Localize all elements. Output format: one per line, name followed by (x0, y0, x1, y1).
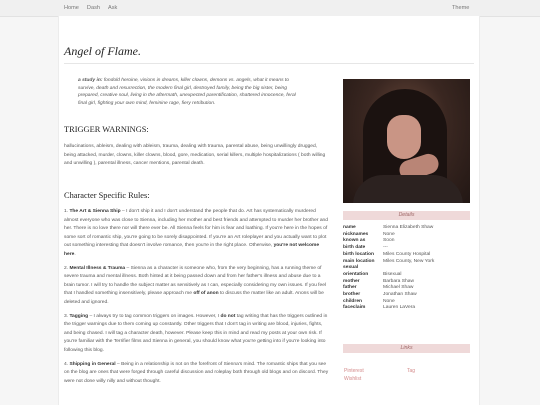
rule-title: Shipping in General (69, 361, 116, 367)
details-row (343, 252, 470, 259)
details-key: brother (343, 292, 361, 298)
theme-link[interactable]: Theme (452, 5, 470, 11)
rules-list (64, 208, 330, 391)
rule-title: Tagging (69, 313, 89, 319)
details-row (343, 272, 470, 279)
title-divider (64, 63, 474, 64)
details-value: Miles County, New York (383, 258, 435, 264)
rule-title: The Art & Sienna Ship (69, 209, 121, 214)
details-value: Barbara Shaw (383, 278, 414, 284)
details-row (343, 265, 470, 272)
details-key: faceclaim (343, 305, 366, 311)
details-value: --- (383, 245, 388, 251)
rule-item: 1. The Art & Sienna Ship – I don't ship it and I don't understand the people that do. Art has systematically murdered almost everyone who was close to Sienna, including her mother and best friends and attempted to murder her brother and her. There is no love there nor will there ever be. All Sienna feels for him is fear and loathing. If you're here in the hopes of some sort of romantic ship, you're going to be sorely disappointed. If you're an Art roleplayer and you actually want to plot out something interesting that doesn't involve romance, then you're in the right place. Otherwise, you're not welcome here. (64, 209, 328, 257)
details-key: birth date (343, 245, 366, 251)
details-value: Sienna Elizabeth Shaw (383, 225, 434, 230)
study-label: a study in: (78, 78, 103, 83)
trigger-warnings-heading: TRIGGER WARNINGS: (64, 125, 149, 134)
details-key: main location (343, 258, 375, 264)
details-value: Michael Shaw (383, 285, 414, 291)
trigger-warnings-text: hallucinations, ableism, dealing with ableism, trauma, dealing with trauma, parental abuse, being unwillingly drugged, being attacked, murder, clowns, killer clowns, blood, gore, medication, serial killers, multiple hospitalizations ( both willing and unwilling ), parental illness, cancer mentions, parental death. (64, 144, 326, 167)
tag-link[interactable]: Tag (407, 368, 416, 374)
study-text: fondold heroine, visions in dreams, killer clowns, demons vs. angels, what it means to survive, death and resurrection, the modern final girl, destroyed family, being the big sister, being prepared, creative soul, living in the aftermath, unexpected parentification, shattered innocence, feral final girl, fighting your own mind, feminine rage, fiery retribution. (78, 78, 296, 106)
top-bar (0, 0, 540, 17)
details-key: orientation (343, 271, 369, 277)
details-value: Jonathan Shaw (383, 292, 417, 298)
details-heading: Details (343, 211, 470, 220)
nav-dash-link[interactable]: Dash (86, 5, 100, 11)
details-panel (343, 211, 470, 312)
rule-title: Mental Illness & Trauma (69, 265, 126, 271)
details-key: father (343, 285, 357, 291)
details-key: known as (343, 238, 366, 244)
details-rows (343, 225, 470, 312)
details-value: Lauren LaVera (383, 305, 416, 311)
details-value: None (383, 231, 395, 237)
links-heading: Links (343, 344, 470, 353)
details-key: nicknames (343, 231, 369, 237)
rule-item: 2. Mental Illness & Trauma – Sienna as a character is someone who, from the very beginning, has a running theme of severe trauma and mental illness. Both hinted at it being passed down and from her father's illness and abuse due to a brain tumor. I will try to handle the subject matter as sensitively as I can, especially considering my own issues. If you feel that I handled something insensitively, please approach me off of anon to discuss the matter like an adult. Anons will be deleted and ignored. (64, 265, 327, 305)
page-title: Angel of Flame. (64, 44, 141, 58)
links-panel (343, 344, 470, 382)
details-row (343, 305, 470, 312)
details-row (343, 245, 470, 252)
details-value: None (383, 298, 395, 304)
rules-heading: Character Specific Rules: (64, 191, 150, 200)
rule-item: 3. Tagging – I always try to tag common triggers on images. However, I do not tag writing that has the triggers outlined in the trigger warnings due to them coming up constantly. Other triggers that I don't tag in writing are blood, injuries, fights, and being chased. I will tag a character death, however. Please keep this in mind and read my posts at your own risk. If you're familiar with the Terrifier films and Sienna in general, you should know what you're getting into if you're looking into following this blog. (64, 313, 328, 353)
details-row (343, 225, 470, 232)
details-value: Soon (383, 238, 395, 244)
pinterest-link[interactable]: Pinterest (344, 368, 364, 374)
details-key: birth location (343, 251, 374, 257)
details-key: sexual (343, 265, 359, 271)
details-key: children (343, 298, 363, 304)
details-key: name (343, 225, 356, 230)
details-row (343, 292, 470, 299)
details-value: Bisexual (383, 271, 402, 277)
top-nav (64, 5, 117, 11)
details-value: Miles County Hospital (383, 251, 431, 257)
nav-ask-link[interactable]: Ask (107, 5, 118, 11)
links-grid (343, 353, 470, 382)
rule-item: 4. Shipping in General – Being in a relationship is not on the forefront of Sienna's mind. The romantic ships that you see on the blog are ones that were forged through careful discussion and roleplay both through old blogs and on discord. They were not done willy nilly and without thought. (64, 361, 329, 384)
details-row (343, 259, 470, 266)
nav-home-link[interactable]: Home (64, 5, 79, 11)
details-key: mother (343, 278, 360, 284)
study-in-blurb (78, 77, 304, 107)
character-portrait (343, 79, 470, 203)
wishlist-link[interactable]: Wishlist (344, 376, 362, 382)
